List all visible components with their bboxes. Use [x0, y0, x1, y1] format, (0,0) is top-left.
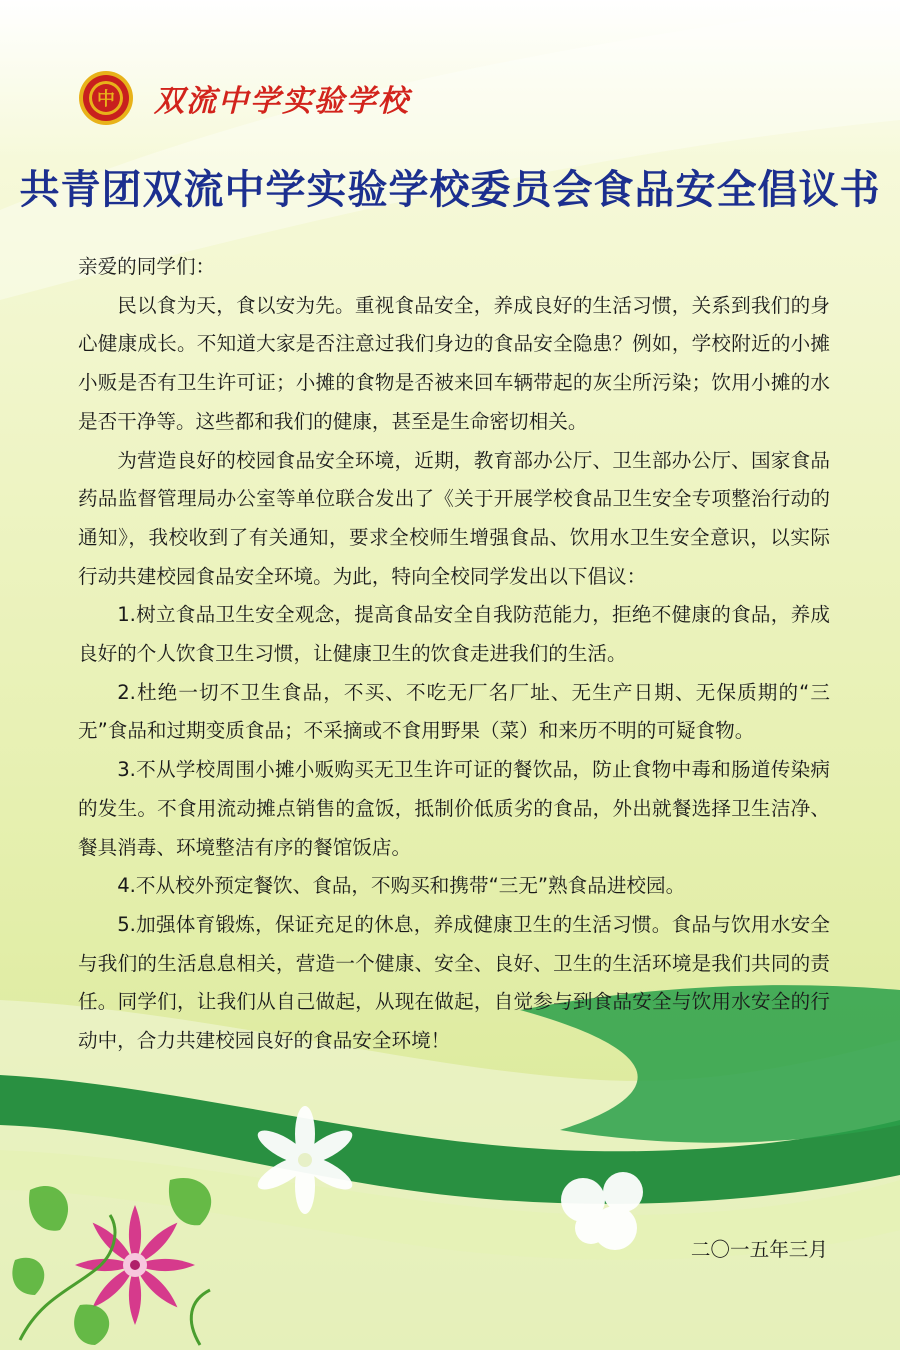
proposal-item: 2.杜绝一切不卫生食品，不买、不吃无厂名厂址、无生产日期、无保质期的“三无”食品和过期变质食品；不采摘或不食用野果（菜）和来历不明的可疑食物。: [78, 680, 830, 743]
proposal-item: 4.不从校外预定餐饮、食品，不购买和携带“三无”熟食品进校园。: [117, 874, 686, 898]
paragraph: 民以食为天，食以安为先。重视食品安全，养成良好的生活习惯，关系到我们的身心健康成长。不知道大家是否注意过我们身边的食品安全隐患？例如，学校附近的小摊小贩是否有卫生许可证；小摊的食物是否被来回车辆带起的灰尘所污染；饮用小摊的水是否干净等。这些都和我们的健康，甚至是生命密切相关。: [78, 293, 830, 433]
school-name: 双流中学实验学校: [154, 84, 410, 119]
date-signature: 二〇一五年三月: [690, 1238, 828, 1261]
letter-body: [78, 248, 830, 1061]
greeting: 亲爱的同学们：: [78, 255, 216, 278]
logo-glyph: 中: [97, 89, 115, 110]
proposal-item: 5.加强体育锻炼，保证充足的休息，养成健康卫生的生活习惯。食品与饮用水安全与我们的生活息息相关，营造一个健康、安全、良好、卫生的生活环境是我们共同的责任。同学们，让我们从自己做起，从现在做起，自觉参与到食品安全与饮用水安全的行动中，合力共建校园良好的食品安全环境！: [78, 912, 830, 1053]
page-title: 共青团双流中学实验学校委员会食品安全倡议书: [19, 167, 881, 213]
proposal-item: 3.不从学校周围小摊小贩购买无卫生许可证的餐饮品，防止食物中毒和肠道传染病的发生。不食用流动摊点销售的盒饭，抵制价低质劣的食品，外出就餐选择卫生洁净、餐具消毒、环境整洁有序的餐馆饭店。: [78, 758, 830, 859]
proposal-item: 1.树立食品卫生安全观念，提高食品安全自我防范能力，拒绝不健康的食品，养成良好的个人饮食卫生习惯，让健康卫生的饮食走进我们的生活。: [78, 603, 830, 666]
school-logo-icon: [78, 70, 134, 126]
paragraph: 为营造良好的校园食品安全环境，近期，教育部办公厅、卫生部办公厅、国家食品药品监督管理局办公室等单位联合发出了《关于开展学校食品卫生安全专项整治行动的通知》，我校收到了有关通知，要求全校师生增强食品、饮用水卫生安全意识，以实际行动共建校园食品安全环境。为此，特向全校同学发出以下倡议：: [78, 448, 830, 588]
school-header: [78, 70, 410, 126]
